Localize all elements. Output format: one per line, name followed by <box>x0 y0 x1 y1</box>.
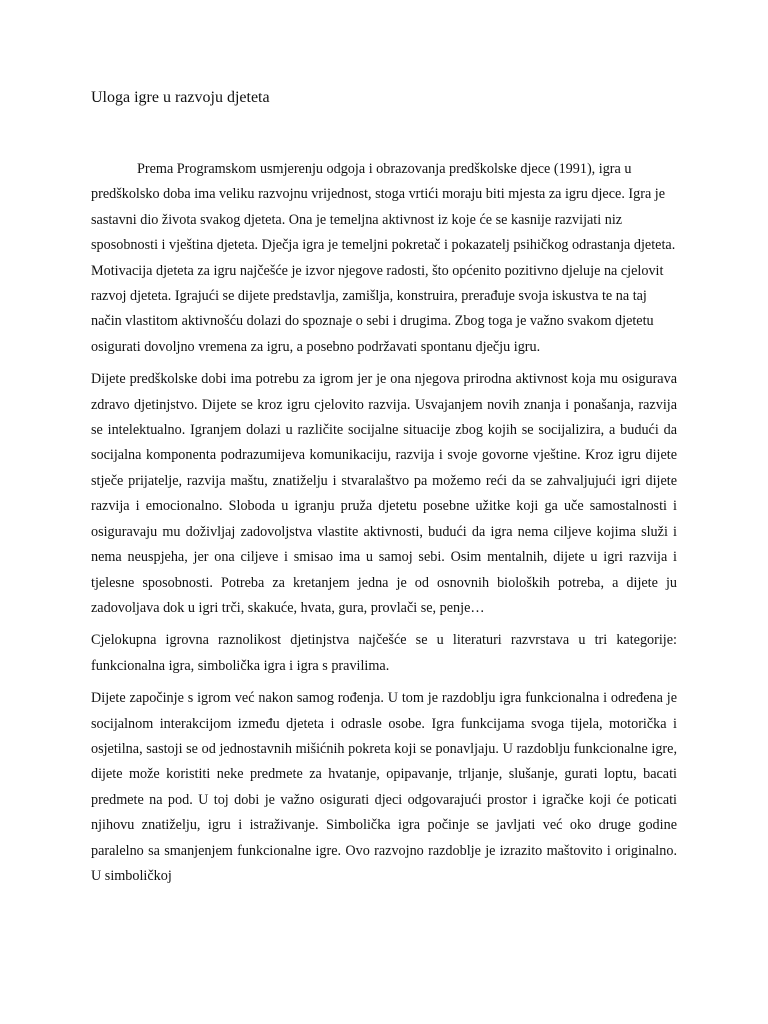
document-title: Uloga igre u razvoju djeteta <box>91 89 270 106</box>
paragraph-2: Dijete predškolske dobi ima potrebu za igrom jer je ona njegova prirodna aktivnost koja mu osigurava zdravo djetinjstvo. Dijete se kroz igru cjelovito razvija. Usvajanjem novih znanja i ponašanja, razvija se intelektualno. Igranjem dolazi u različite socijalne situacije zbog kojih se socijalizira, a budući da socijalna komponenta podrazumijeva komunikaciju, razvija i svoje govorne vještine. Kroz igru dijete stječe prijatelje, razvija maštu, znatiželju i stvaralaštvo pa možemo reći da se zahvaljujući igri dijete razvija i emocionalno. Sloboda u igranju pruža djetetu posebne užitke koji ga uče samostalnosti i osiguravaju mu doživljaj zadovoljstva vlastite aktivnosti, budući da igra nema ciljeve kojima služi i nema neuspjeha, jer ona ciljeve i smisao ima u samoj sebi. Osim mentalnih, dijete u igri razvija i tjelesne sposobnosti. Potreba za kretanjem jedna je od osnovnih bioloških potreba, a dijete ju zadovoljava dok u igri trči, skakuće, hvata, gura, provlači se, penje… <box>91 371 677 616</box>
paragraph-1: Prema Programskom usmjerenju odgoja i obrazovanja predškolske djece (1991), igra u predškolsko doba ima veliku razvojnu vrijednost, stoga vrtići moraju biti mjesta za igru djece. Igra je sastavni dio života svakog djeteta. Ona je temeljna aktivnost iz koje će se kasnije razvijati niz sposobnosti i vještina djeteta. Dječja igra je temeljni pokretač i pokazatelj psihičkog odrastanja djeteta. Motivacija djeteta za igru najčešće je izvor njegove radosti, što općenito pozitivno djeluje na cjelovit razvoj djeteta. Igrajući se dijete predstavlja, zamišlja, konstruira, prerađuje svoja iskustva te na taj način vlastitom aktivnošću dolazi do spoznaje o sebi i drugima. Zbog toga je važno svakom djetetu osigurati dovoljno vremena za igru, a posebno podržavati spontanu dječju igru. <box>91 161 676 355</box>
document-body <box>91 157 677 896</box>
paragraph-4: Dijete započinje s igrom već nakon samog rođenja. U tom je razdoblju igra funkcionalna i određena je socijalnom interakcijom između djeteta i odrasle osobe. Igra funkcijama svoga tijela, motorička i osjetilna, sastoji se od jednostavnih mišićnih pokreta koji se ponavljaju. U razdoblju funkcionalne igre, dijete može koristiti neke predmete za hvatanje, opipavanje, trljanje, slušanje, gurati loptu, bacati predmete na pod. U toj dobi je važno osigurati djeci odgovarajući prostor i igračke koji će poticati njihovu znatiželju, igru i istraživanje. Simbolička igra počinje se javljati već oko druge godine paralelno sa smanjenjem funkcionalne igre. Ovo razvojno razdoblje je izrazito maštovito i originalno. U simboličkoj <box>91 690 677 884</box>
paragraph-3: Cjelokupna igrovna raznolikost djetinjstva najčešće se u literaturi razvrstava u tri kategorije: funkcionalna igra, simbolička igra i igra s pravilima. <box>91 632 677 674</box>
